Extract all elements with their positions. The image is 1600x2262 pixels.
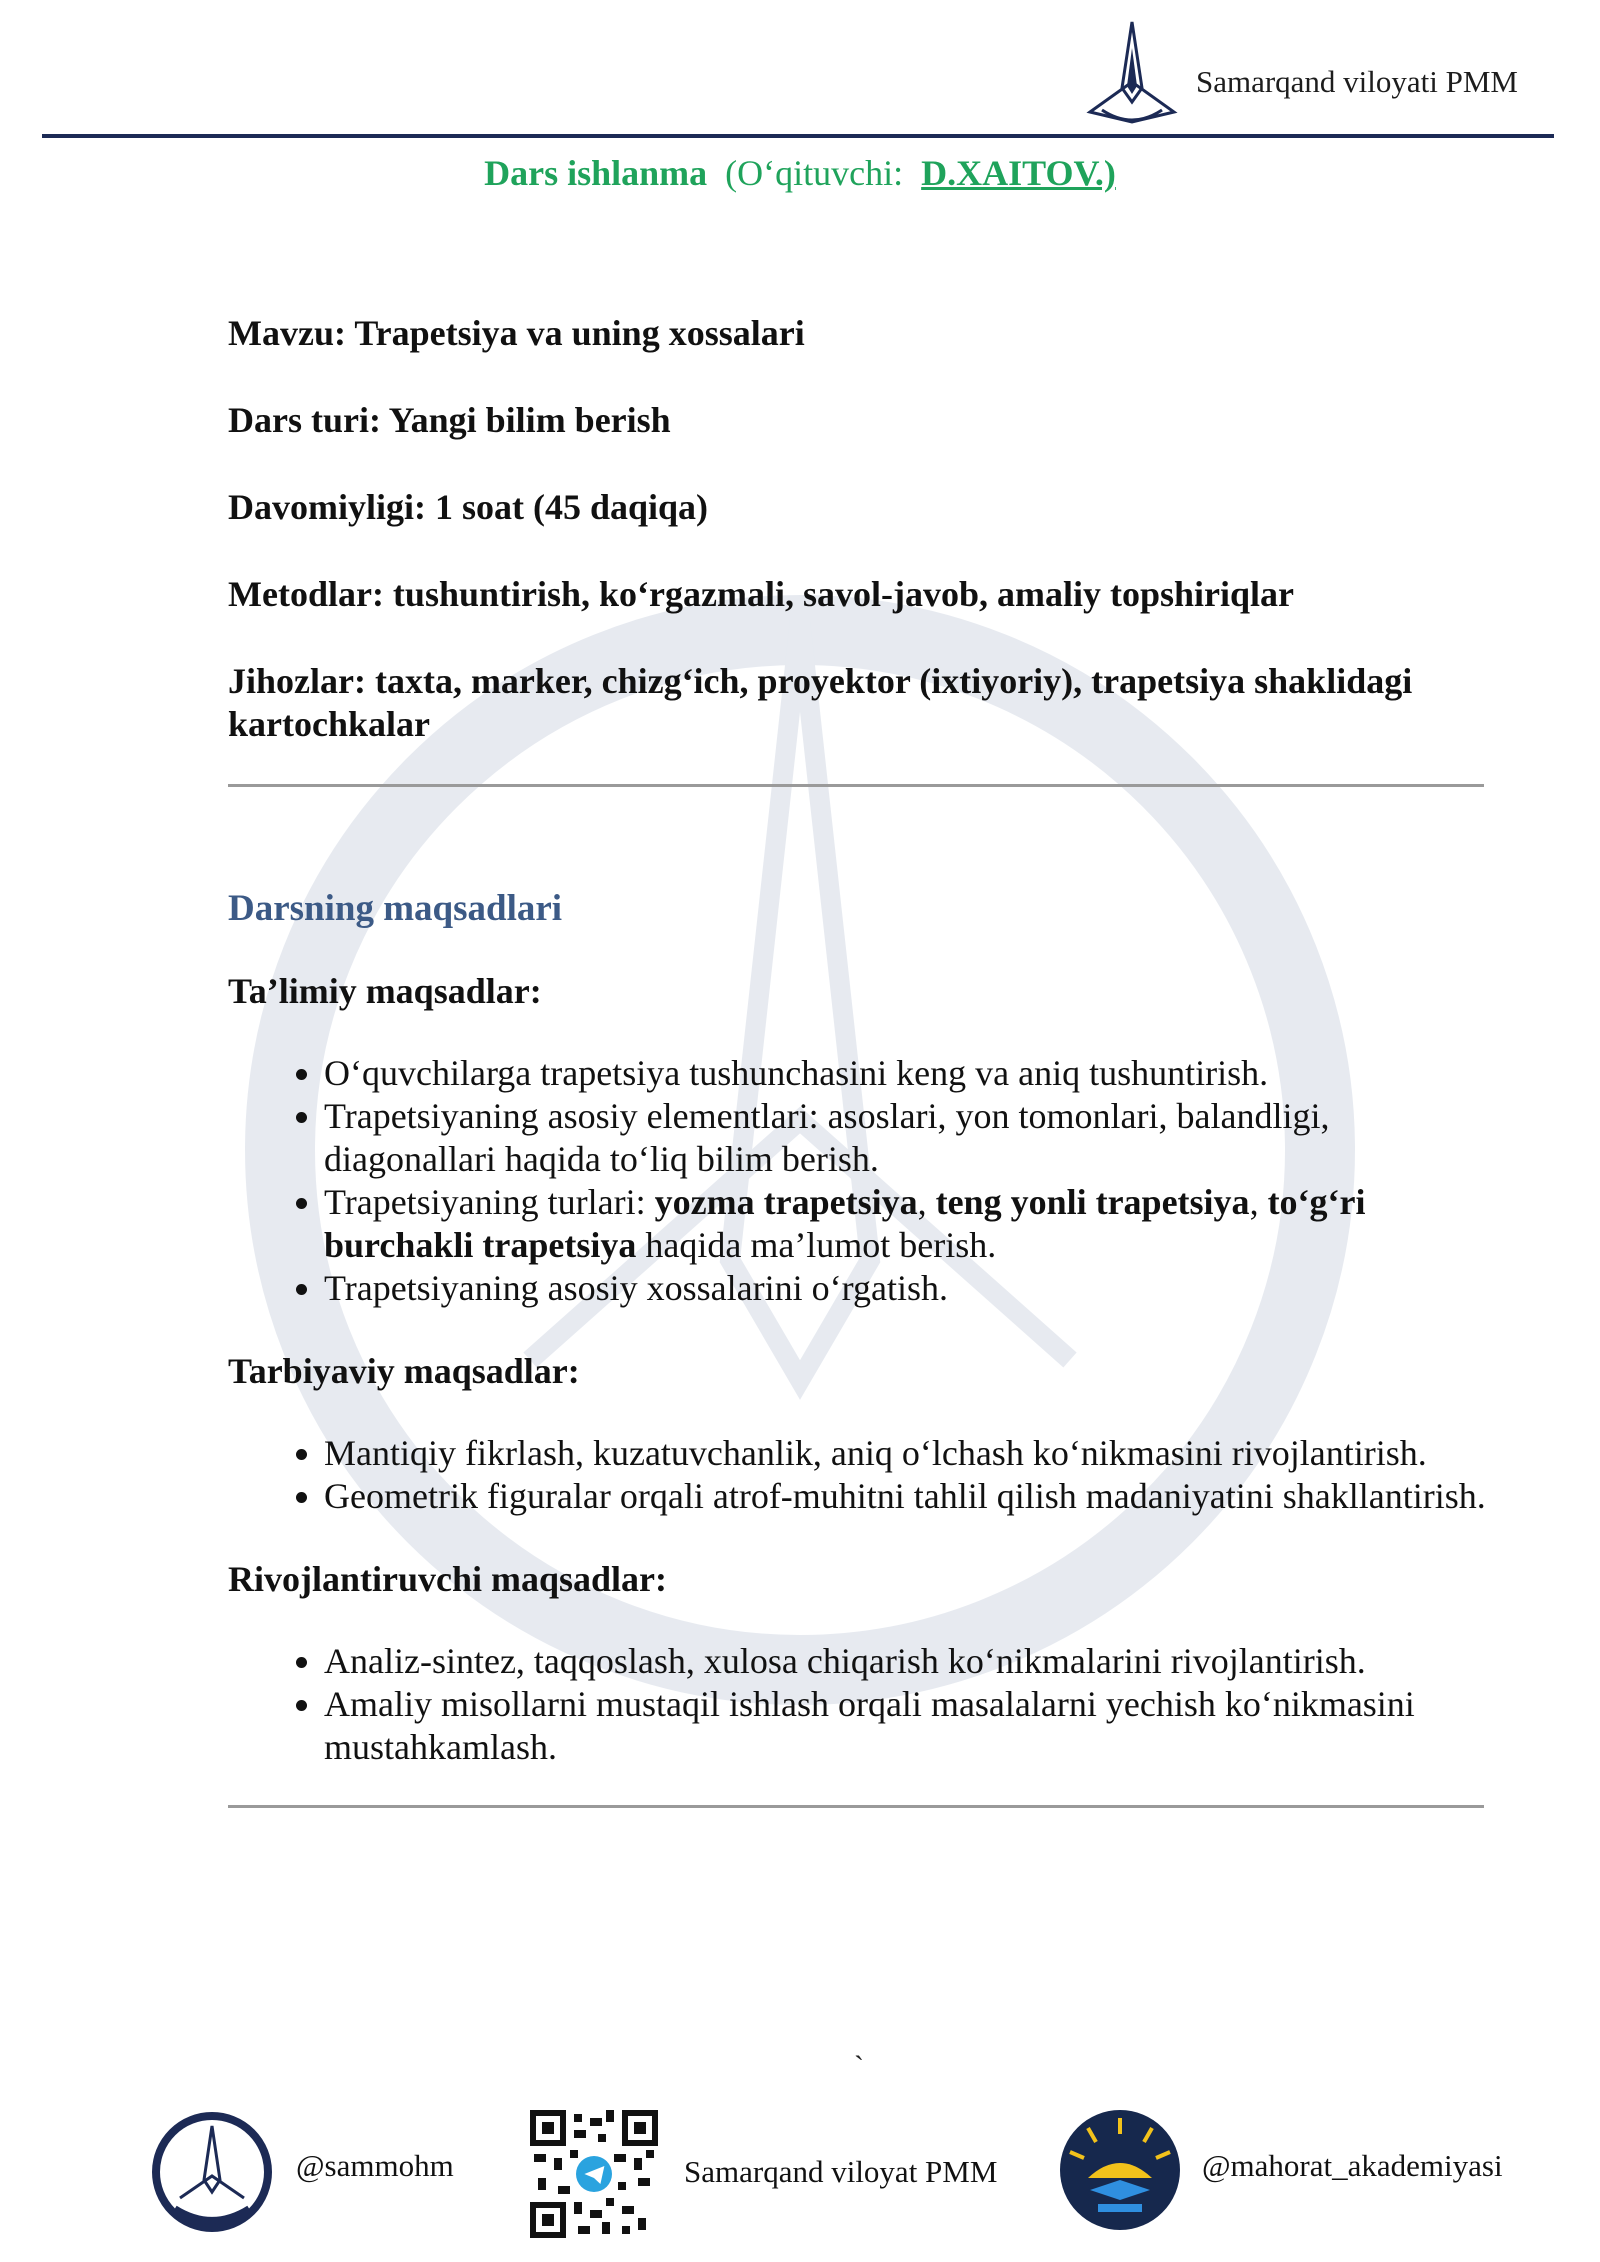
lesson-meta	[228, 312, 1488, 746]
title-teacher-name: D.XAITOV.)	[921, 153, 1116, 193]
header-org-name: Samarqand viloyati PMM	[1195, 64, 1518, 99]
document-title	[0, 152, 1600, 194]
list-item: • Analiz-sintez, taqqoslash, xulosa chiqarish ko‘nikmalarini rivojlantirish.	[324, 1640, 1488, 1683]
title-teacher-prefix: (O‘qituvchi:	[725, 153, 904, 193]
meta-duration: Davomiyligi: 1 soat (45 daqiqa)	[228, 487, 709, 527]
stray-mark: `	[854, 2050, 864, 2083]
list-item: • Trapetsiyaning asosiy elementlari: asoslari, yon tomonlari, balandligi, diagonallari haqida to‘liq bilim berish.	[324, 1095, 1488, 1181]
talimiy-heading: Ta’limiy maqsadlar:	[228, 971, 542, 1011]
rivojlantiruvchi-list	[228, 1640, 1488, 1769]
list-item: • Geometrik figuralar orqali atrof-muhitni tahlil qilish madaniyatini shakllantirish.	[324, 1475, 1488, 1518]
meta-lesson-type: Dars turi: Yangi bilim berish	[228, 400, 671, 440]
list-item: • Trapetsiyaning asosiy xossalarini o‘rgatish.	[324, 1267, 1488, 1310]
tarbiyaviy-heading: Tarbiyaviy maqsadlar:	[228, 1351, 580, 1391]
list-item: • Mantiqiy fikrlash, kuzatuvchanlik, aniq o‘lchash ko‘nikmasini rivojlantirish.	[324, 1432, 1488, 1475]
meta-methods: Metodlar: tushuntirish, ko‘rgazmali, savol-javob, amaliy topshiriqlar	[228, 574, 1295, 614]
section-divider	[228, 784, 1484, 787]
qr-code-icon[interactable]	[530, 2110, 658, 2238]
document-body	[228, 312, 1488, 1808]
title-label: Dars ishlanma	[484, 153, 708, 193]
rivojlantiruvchi-heading: Rivojlantiruvchi maqsadlar:	[228, 1559, 668, 1599]
tarbiyaviy-list	[228, 1432, 1488, 1518]
meta-equipment: Jihozlar: taxta, marker, chizg‘ich, proyektor (ixtiyoriy), trapetsiya shaklidagi kartochkalar	[228, 661, 1413, 744]
talimiy-list	[228, 1052, 1488, 1310]
list-item: • O‘quvchilarga trapetsiya tushunchasini keng va aniq tushuntirish.	[324, 1052, 1488, 1095]
list-item: • Amaliy misollarni mustaqil ishlash orqali masalalarni yechish ko‘nikmasini mustahkamlash.	[324, 1683, 1488, 1769]
meta-topic: Mavzu: Trapetsiya va uning xossalari	[228, 313, 805, 353]
academy-logo-icon[interactable]	[1058, 2108, 1182, 2232]
pmm-logo-icon[interactable]	[150, 2110, 274, 2234]
pmm-header-logo-icon	[1082, 18, 1182, 130]
header-divider	[42, 134, 1554, 138]
goals-heading: Darsning maqsadlari	[228, 888, 563, 929]
footer-org-name: Samarqand viloyat PMM	[684, 2154, 998, 2189]
section-divider	[228, 1805, 1484, 1808]
page-footer	[0, 2100, 1600, 2250]
list-item: • Trapetsiyaning turlari: yozma trapetsiya, teng yonli trapetsiya, to‘g‘ri burchakli trapetsiya haqida ma’lumot berish.	[324, 1181, 1488, 1267]
footer-handle-left[interactable]: @sammohm	[296, 2148, 454, 2183]
footer-handle-right[interactable]: @mahorat_akademiyasi	[1202, 2148, 1503, 2183]
